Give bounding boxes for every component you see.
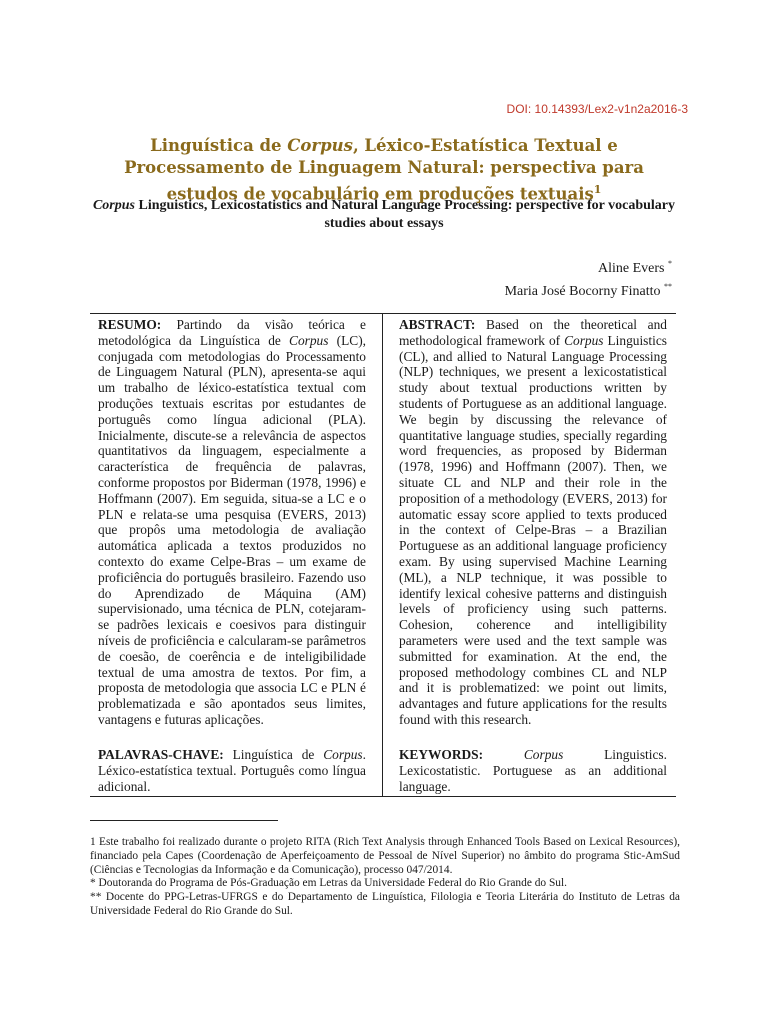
abstract-label: ABSTRACT: [399, 317, 476, 332]
abstract-text-1: Based on the theoretical and methodological framework of [399, 317, 667, 348]
abstract-corpus: Corpus [564, 332, 604, 348]
footnote-1: 1 Este trabalho foi realizado durante o projeto RITA (Rich Text Analysis through Enhanced Tools Based on Lexical Resources), financiado pela Capes (Coordenação de Aperfeiçoamento de Pessoal de Nível Superior) no âmbito do programa Stic-AmSud (Ciências e Tecnologias da Informação e da Comunicação), processo 047/2014. [90, 836, 680, 876]
footnote-author-2: ** Docente do PPG-Letras-UFRGS e do Departamento de Linguística, Filologia e Teoria Literária do Instituto de Letras da Universidade Federal do Rio Grande do Sul. [90, 891, 680, 917]
footnotes [90, 836, 680, 919]
abstract-box [90, 313, 676, 797]
resumo-paragraph [98, 317, 366, 728]
abstract-paragraph [399, 317, 667, 728]
resumo-label: RESUMO: [98, 317, 162, 332]
resumo-text-1: Partindo da visão teórica e metodológica da Linguística de [98, 317, 366, 348]
doi-link[interactable]: DOI: 10.14393/Lex2-v1n2a2016-3 [506, 102, 688, 116]
title-corpus: Corpus [287, 136, 353, 155]
palavras-corpus: Corpus [323, 747, 363, 762]
keywords-text-1 [483, 747, 524, 762]
footnote-rule [90, 820, 278, 821]
subtitle-corpus: Corpus [92, 198, 135, 213]
keywords-text-2: Linguistics. Lexicostatistic. Portuguese as an additional language. [399, 747, 667, 794]
palavras-text-1: Linguística de [223, 747, 324, 762]
column-divider [382, 314, 383, 796]
palavras-text-2: . Léxico-estatística textual. Português como língua adicional. [98, 747, 366, 794]
author-1 [505, 255, 672, 278]
author-1-mark: * [668, 259, 672, 268]
title-footnote-mark[interactable]: 1 [593, 183, 602, 196]
paper-title [90, 135, 678, 206]
palavras-chave-paragraph [98, 747, 366, 794]
author-1-name: Aline Evers [598, 261, 668, 276]
author-2 [505, 278, 672, 301]
subtitle-rest: Linguistics, Lexicostatistics and Natural Language Processing: perspective for vocabulary studies about essays [135, 198, 676, 231]
footnote-author-1: * Doutoranda do Programa de Pós-Graduação em Letras da Universidade Federal do Rio Grande do Sul. [90, 877, 568, 890]
keywords-corpus: Corpus [523, 747, 564, 762]
palavras-chave-label: PALAVRAS-CHAVE: [98, 747, 224, 762]
title-part2: , Léxico-Estatística Textual e Processamento de Linguagem Natural: perspectiva para estudos de vocabulário em produções textuais [124, 136, 644, 204]
keywords-label: KEYWORDS: [399, 747, 484, 762]
author-2-mark: ** [664, 282, 672, 291]
paper-subtitle [90, 197, 678, 233]
keywords-paragraph [399, 747, 667, 794]
title-part1: Linguística de [150, 136, 288, 155]
resumo-text-2: (LC), conjugada com metodologias do Processamento de Linguagem Natural (PLN), apresenta-se aqui um trabalho de léxico-estatística textual com produções textuais escritas por estudantes de português como língua adicional (PLA). Inicialmente, discute-se a relevância de aspectos quantitativos da linguagem, especialmente a característica de frequência de palavras, conforme propostos por Biderman (1978, 1996) e Hoffmann (2007). Em seguida, situa-se a LC e o PLN e relata-se uma pesquisa (EVERS, 2013) que propôs uma metodologia de avaliação automática aplicada a textos produzidos no contexto do exame Celpe-Bras – um exame de proficiência do português brasileiro. Fazendo uso do Aprendizado de Máquina (AM) supervisionado, uma técnica de PLN, cotejaram-se padrões lexicais e coesivos para distinguir níveis de proficiência e calcularam-se parâmetros de coesão, de coerência e de inteligibilidade textual de uma amostra de textos. Por fim, a proposta de metodologia que associa LC e PLN é problematizada e são apontados seus limites, vantagens e futuras aplicações. [98, 332, 366, 727]
author-2-name: Maria José Bocorny Finatto [504, 284, 664, 299]
resumo-column [98, 317, 366, 794]
abstract-text-2: Linguistics (CL), and allied to Natural Language Processing (NLP) techniques, we present a lexicostatistical study about textual productions written by students of Portuguese as an additional language. We begin by discussing the relevance of quantitative language studies, specially regarding word frequencies, as proposed by Biderman (1978, 1996) and Hoffmann (2007). Then, we situate CL and NLP and their role in the proposition of a methodology (EVERS, 2013) for automatic essay score applied to texts produced in the context of Celpe-Bras – a Brazilian Portuguese as an additional language proficiency exam. By using supervised Machine Learning (ML), a NLP technique, it was possible to identify lexical cohesive patterns and distinguish levels of proficiency using such patterns. Cohesion, coherence and intelligibility parameters were used and the text sample was submitted for examination. At the end, the proposed methodology combines CL and NLP and it is problematized: we point out limits, advantages and future applications for the results found with this research. [399, 332, 667, 727]
resumo-corpus: Corpus [289, 332, 329, 348]
abstract-column [399, 317, 667, 794]
author-list [505, 255, 672, 301]
